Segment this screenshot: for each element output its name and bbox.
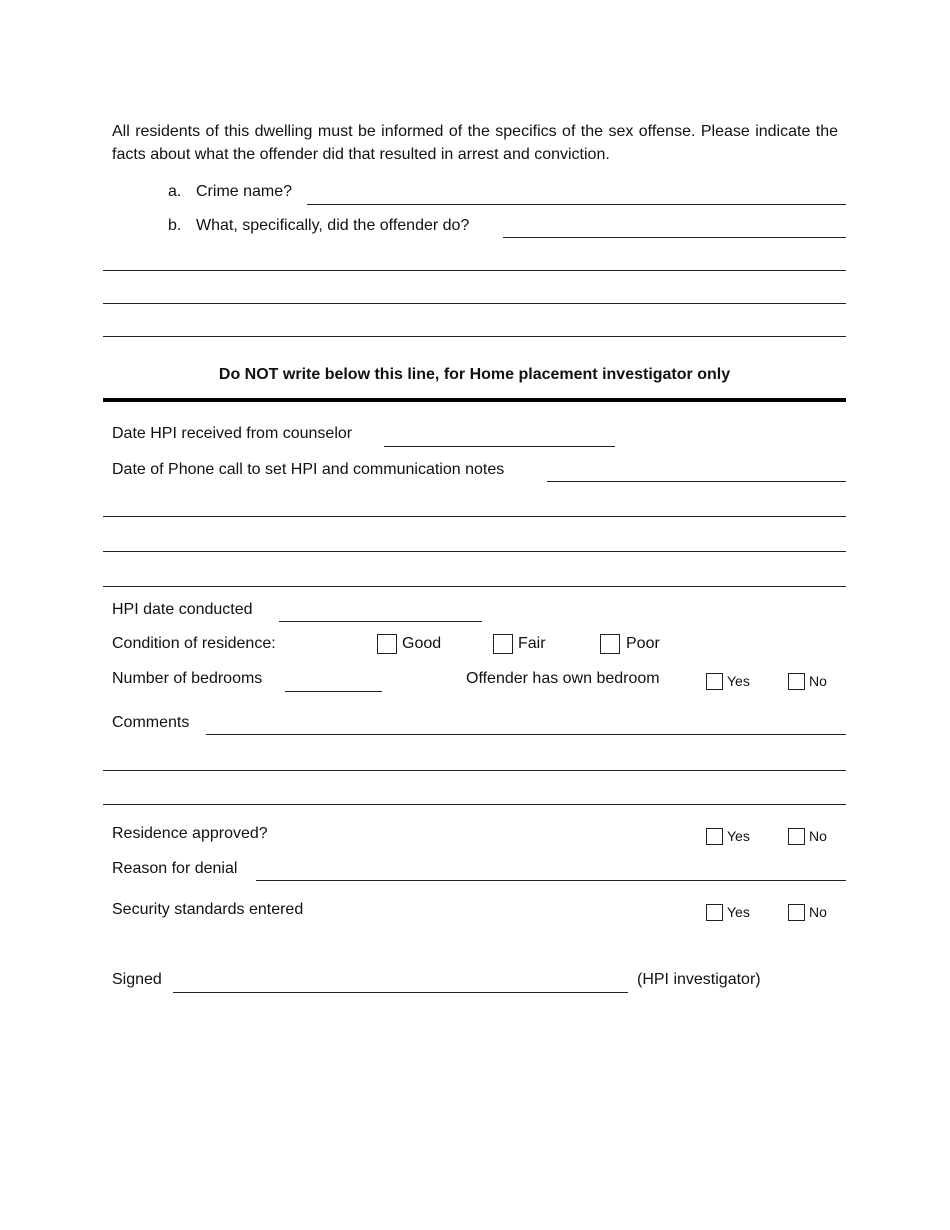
signed-label: Signed: [112, 971, 162, 988]
signed-suffix: (HPI investigator): [637, 971, 761, 988]
offender-action-field[interactable]: [503, 237, 846, 238]
phone-call-label: Date of Phone call to set HPI and communication notes: [112, 461, 505, 478]
comments-line-2[interactable]: [103, 770, 846, 771]
approved-yes-checkbox[interactable]: [706, 828, 723, 845]
own-bedroom-yes-checkbox[interactable]: [706, 673, 723, 690]
section-divider: [103, 398, 846, 402]
condition-fair-checkbox[interactable]: [493, 634, 513, 654]
hpi-date-field[interactable]: [279, 621, 482, 622]
own-bedroom-no-checkbox[interactable]: [788, 673, 805, 690]
security-label: Security standards entered: [112, 901, 304, 918]
approved-yes-label: Yes: [727, 828, 750, 844]
condition-good-label: Good: [402, 635, 442, 652]
condition-poor-checkbox[interactable]: [600, 634, 620, 654]
comments-line-3[interactable]: [103, 804, 846, 805]
crime-name-field[interactable]: [307, 204, 846, 205]
phone-call-field[interactable]: [547, 481, 846, 482]
denial-label: Reason for denial: [112, 860, 238, 877]
security-no-checkbox[interactable]: [788, 904, 805, 921]
bedrooms-label: Number of bedrooms: [112, 670, 263, 687]
bedrooms-field[interactable]: [285, 691, 382, 692]
date-received-label: Date HPI received from counselor: [112, 425, 353, 442]
condition-fair-label: Fair: [518, 635, 546, 652]
approved-no-checkbox[interactable]: [788, 828, 805, 845]
condition-poor-label: Poor: [626, 635, 660, 652]
signature-field[interactable]: [173, 992, 628, 993]
intro-paragraph: All residents of this dwelling must be informed of the specifics of the sex offense. Please indicate the facts about what the offender did that resulted in arrest and conviction.: [112, 123, 838, 163]
security-yes-label: Yes: [727, 904, 750, 920]
offender-action-line-1[interactable]: [103, 270, 846, 271]
own-bedroom-no-label: No: [809, 673, 827, 689]
offender-action-label: What, specifically, did the offender do?: [196, 217, 470, 234]
condition-label: Condition of residence:: [112, 635, 276, 652]
crime-name-label: Crime name?: [196, 183, 293, 200]
own-bedroom-yes-label: Yes: [727, 673, 750, 689]
comments-label: Comments: [112, 714, 190, 731]
comments-field[interactable]: [206, 734, 846, 735]
offender-action-line-3[interactable]: [103, 336, 846, 337]
hpi-date-label: HPI date conducted: [112, 601, 253, 618]
security-no-label: No: [809, 904, 827, 920]
question-a-marker: a.: [168, 183, 182, 200]
condition-good-checkbox[interactable]: [377, 634, 397, 654]
investigator-only-heading: Do NOT write below this line, for Home placement investigator only: [218, 366, 731, 383]
own-bedroom-label: Offender has own bedroom: [466, 670, 660, 687]
denial-field[interactable]: [256, 880, 846, 881]
offender-action-line-2[interactable]: [103, 303, 846, 304]
approved-label: Residence approved?: [112, 825, 268, 842]
date-received-field[interactable]: [384, 446, 615, 447]
notes-line-1[interactable]: [103, 516, 846, 517]
notes-line-3[interactable]: [103, 586, 846, 587]
notes-line-2[interactable]: [103, 551, 846, 552]
question-b-marker: b.: [168, 217, 182, 234]
security-yes-checkbox[interactable]: [706, 904, 723, 921]
approved-no-label: No: [809, 828, 827, 844]
